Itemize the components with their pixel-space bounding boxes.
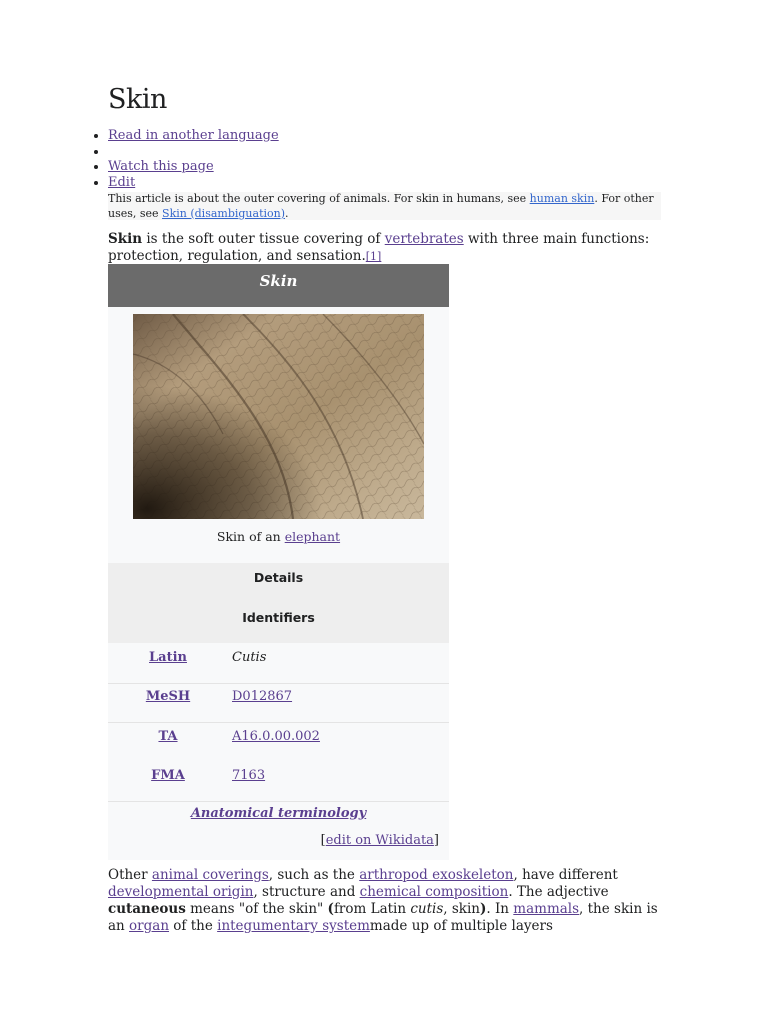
infobox-caption [108,529,449,544]
para-text: , structure and [253,884,360,900]
anatomical-terminology-link[interactable]: Anatomical terminology [190,806,367,821]
lead-text-2: with three main functions: protection, regulation, and sensation. [108,231,650,264]
infobox-section-headers [108,563,449,643]
developmental-origin-link[interactable]: developmental origin [108,884,254,900]
organ-link[interactable]: organ [129,918,170,934]
human-skin-link[interactable]: human skin [529,192,595,205]
elephant-link[interactable]: elephant [284,529,341,544]
mesh-key-link[interactable]: MeSH [145,689,191,704]
para-text: , have different [513,867,618,883]
fma-value-link[interactable]: 7163 [232,768,266,783]
row-divider [108,683,449,684]
infobox-title: Skin [108,264,449,307]
menu-item-read-language [108,128,279,144]
arthropod-exoskeleton-link[interactable]: arthropod exoskeleton [359,867,514,883]
row-divider [108,722,449,723]
page-actions-menu [84,128,279,190]
anatomical-terminology [108,806,449,821]
hatnote-text-2: . For other uses, see [108,192,654,220]
animal-coverings-link[interactable]: animal coverings [151,867,269,883]
latin-value: Cutis [232,650,267,665]
latin-key-link[interactable]: Latin [149,650,187,665]
mesh-value-link[interactable]: D012867 [232,689,293,704]
infobox [108,264,449,860]
paren-close: ) [480,901,487,917]
fma-key-link[interactable]: FMA [151,768,185,783]
wikidata-edit [321,833,439,848]
edit-link[interactable]: Edit [108,174,136,190]
menu-item-edit [108,175,279,191]
watch-this-page-link[interactable]: Watch this page [108,159,214,175]
body-paragraph [108,867,668,935]
read-in-another-language-link[interactable]: Read in another language [108,128,279,143]
para-text: , skin [443,901,480,917]
hatnote [108,192,661,220]
ta-value-link[interactable]: A16.0.00.002 [232,729,320,744]
para-text: Other [108,867,152,883]
elephant-skin-image[interactable] [133,314,424,519]
identifiers-header: Identifiers [242,610,315,625]
ta-key-link[interactable]: TA [158,729,178,744]
lead-paragraph [108,231,668,265]
details-header: Details [253,570,304,585]
hatnote-text-1: This article is about the outer covering of animals. For skin in humans, see [108,192,530,205]
identifier-row-ta [108,729,449,768]
paren-open: ( [327,901,334,917]
hatnote-text-3: . [285,206,289,220]
skin-disambiguation-link[interactable]: Skin (disambiguation) [162,206,286,220]
cutis-term: cutis [410,901,444,917]
vertebrates-link[interactable]: vertebrates [384,231,464,247]
lead-bold-term: Skin [108,231,143,247]
mammals-link[interactable]: mammals [513,901,580,917]
para-text: means "of the skin" [185,901,328,917]
para-text: of the [169,918,218,934]
bracket-close: ] [433,833,439,848]
row-divider [108,801,449,802]
reference-1-link[interactable]: [1] [365,250,382,263]
chemical-composition-link[interactable]: chemical composition [359,884,509,900]
para-text: made up of multiple layers [369,918,553,934]
cutaneous-term: cutaneous [108,901,186,917]
menu-item-empty [108,144,279,160]
para-text: . The adjective [508,884,609,900]
para-text: from Latin [333,901,411,917]
integumentary-system-link[interactable]: integumentary system [217,918,370,934]
page-title: Skin [108,84,167,115]
caption-text: Skin of an [216,529,285,544]
menu-item-watch [108,159,279,175]
para-text: , the skin is an [108,901,658,934]
para-text: , such as the [268,867,360,883]
bracket-open: [ [320,833,326,848]
lead-text-1: is the soft outer tissue covering of [142,231,385,247]
edit-on-wikidata-link[interactable]: edit on Wikidata [325,833,434,848]
para-text: . In [486,901,514,917]
